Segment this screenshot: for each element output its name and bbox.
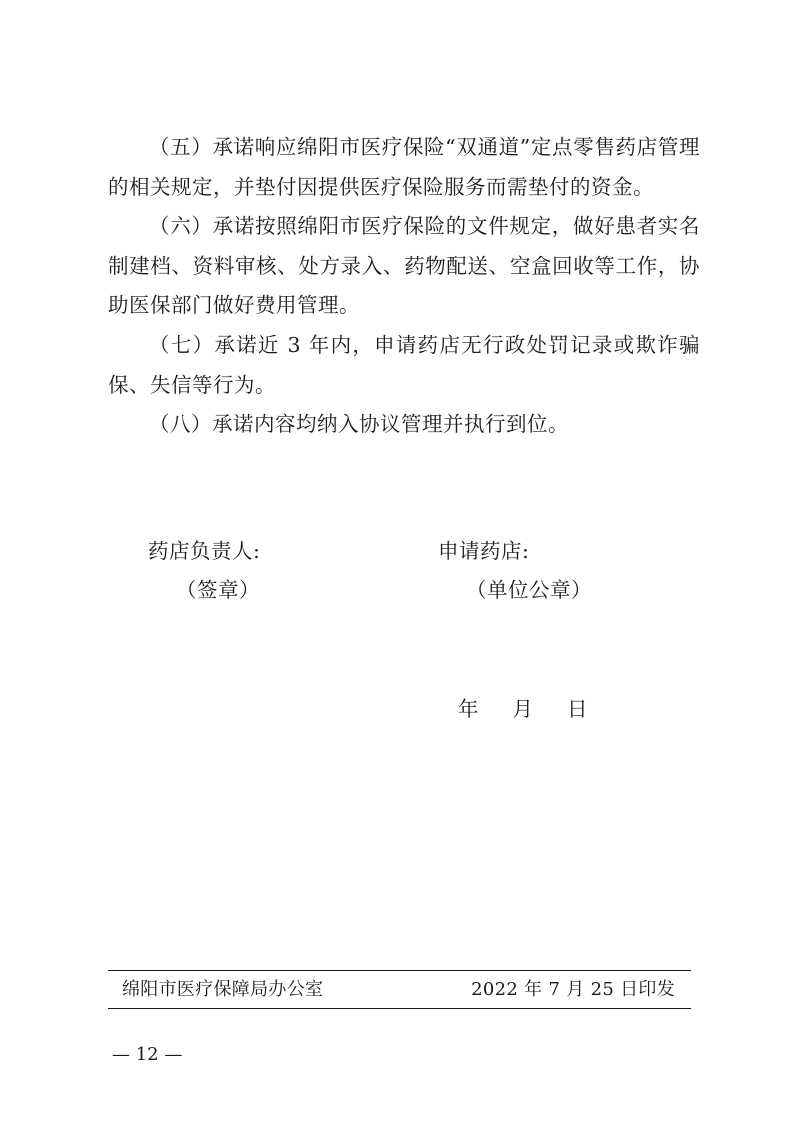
footer-bottom-rule	[108, 1008, 691, 1009]
date-line	[458, 696, 588, 722]
issue-date: 2022 年 7 月 25 日印发	[471, 979, 675, 1000]
signature-seal-note: （签章）	[176, 578, 260, 602]
page-number: — 12 —	[112, 1044, 183, 1065]
commitment-item-7: （七）承诺近 3 年内，申请药店无行政处罚记录或欺诈骗保、失信等行为。	[108, 333, 700, 397]
applicant-pharmacy-label: 申请药店:	[438, 539, 530, 563]
commitment-item-8: （八）承诺内容均纳入协议管理并执行到位。	[149, 412, 569, 436]
date-day: 日	[567, 697, 588, 721]
footer-top-rule	[108, 970, 691, 971]
date-year: 年	[458, 697, 479, 721]
pharmacy-head-label: 药店负责人:	[148, 539, 261, 563]
commitment-item-6: （六）承诺按照绵阳市医疗保险的文件规定，做好患者实名制建档、资料审核、处方录入、药物配送、空盒回收等工作，协助医保部门做好费用管理。	[108, 214, 700, 317]
unit-seal-note: （单位公章）	[466, 578, 592, 602]
commitment-item-5: （五）承诺响应绵阳市医疗保险“双通道”定点零售药店管理的相关规定，并垫付因提供医疗保险服务而需垫付的资金。	[108, 135, 700, 199]
date-month: 月	[512, 697, 533, 721]
issuing-office: 绵阳市医疗保障局办公室	[122, 979, 324, 1000]
